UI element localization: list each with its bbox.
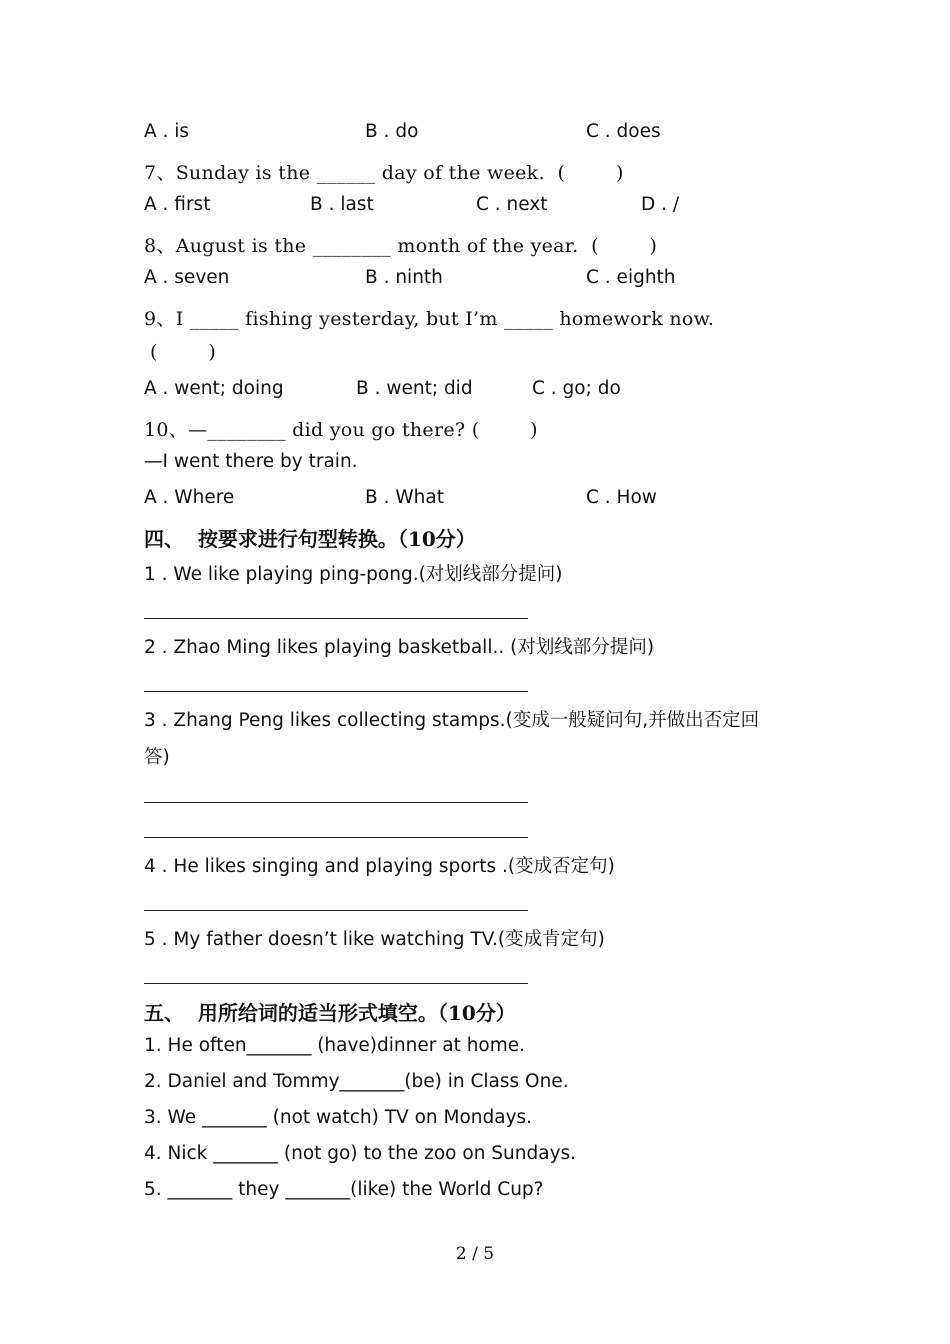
q10-option-a: A . Where	[144, 487, 235, 508]
q8-stem: 8、August is the ________ month of the year. ( )	[144, 235, 658, 257]
q8-option-c: C . eighth	[586, 267, 676, 288]
q7-option-c: C . next	[476, 194, 548, 215]
section4-item-2: 2 . Zhao Ming likes playing basketball.. (对划线部分提问)	[144, 637, 655, 658]
page-number: 2 / 5	[455, 1244, 495, 1264]
section4-heading: 四、 按要求进行句型转换。（10分）	[144, 527, 476, 551]
q7-stem: 7、Sunday is the ______ day of the week. ( )	[144, 162, 624, 184]
q9-answer-paren: ( )	[150, 341, 217, 363]
q7-option-a: A . first	[144, 194, 211, 215]
q10-stem: 10、—________ did you go there? ( )	[144, 419, 538, 441]
q10-option-c: C . How	[586, 487, 657, 508]
answer-line[interactable]	[144, 618, 528, 619]
q6-option-b: B . do	[365, 121, 419, 142]
q6-option-c: C . does	[586, 121, 661, 142]
answer-line[interactable]	[144, 983, 528, 984]
answer-line[interactable]	[144, 837, 528, 838]
section5-item-4: 4. Nick _______ (not go) to the zoo on Sundays.	[144, 1143, 577, 1164]
section5-item-2: 2. Daniel and Tommy_______(be) in Class One.	[144, 1071, 569, 1092]
q9-option-b: B . went; did	[356, 378, 473, 399]
q7-option-d: D . /	[641, 194, 680, 215]
q6-option-a: A . is	[144, 121, 190, 142]
section5-item-1: 1. He often_______ (have)dinner at home.	[144, 1035, 526, 1056]
section4-item-4: 4 . He likes singing and playing sports .(变成否定句)	[144, 856, 615, 877]
q9-option-a: A . went; doing	[144, 378, 284, 399]
section4-item-3-cont: 答)	[144, 747, 170, 768]
q10-reply: —I went there by train.	[144, 451, 358, 472]
section5-item-3: 3. We _______ (not watch) TV on Mondays.	[144, 1107, 533, 1128]
q9-stem: 9、I _____ fishing yesterday, but I’m _____ homework now.	[144, 308, 715, 330]
section5-item-5: 5. _______ they _______(like) the World Cup?	[144, 1179, 544, 1200]
section4-item-3: 3 . Zhang Peng likes collecting stamps.(变成一般疑问句,并做出否定回	[144, 710, 760, 731]
q9-option-c: C . go; do	[532, 378, 621, 399]
section4-item-1: 1 . We like playing ping-pong.(对划线部分提问)	[144, 564, 563, 585]
q8-option-a: A . seven	[144, 267, 230, 288]
q10-option-b: B . What	[365, 487, 444, 508]
answer-line[interactable]	[144, 691, 528, 692]
q8-option-b: B . ninth	[365, 267, 443, 288]
section4-item-5: 5 . My father doesn’t like watching TV.(变成肯定句)	[144, 929, 605, 950]
answer-line[interactable]	[144, 802, 528, 803]
section5-heading: 五、 用所给词的适当形式填空。（10分）	[144, 1001, 516, 1025]
answer-line[interactable]	[144, 910, 528, 911]
q7-option-b: B . last	[310, 194, 374, 215]
